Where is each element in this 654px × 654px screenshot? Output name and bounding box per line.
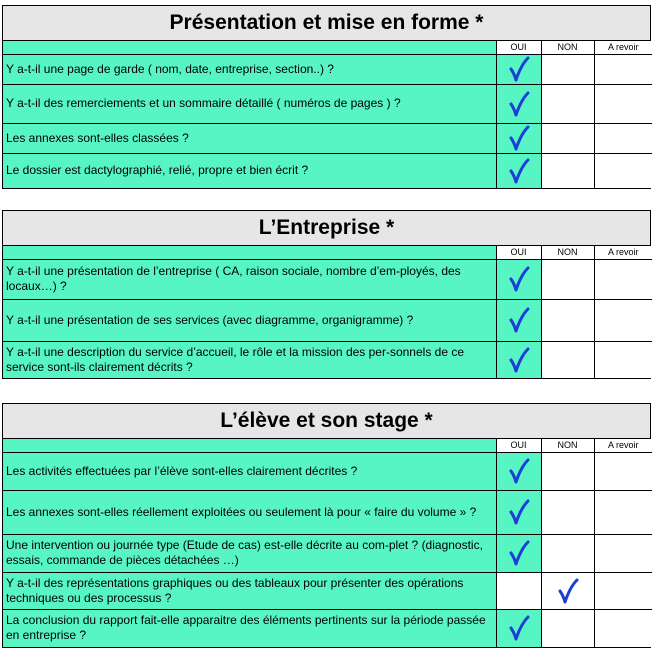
header-blank [3,41,496,54]
question-text: Y a-t-il des représentations graphiques ou des tableaux pour présenter des opérations techniques ou des processus ? [3,572,496,609]
cell-oui[interactable] [496,534,541,572]
checkmark-icon [508,615,530,641]
section-title: L’élève et son stage * [3,404,650,439]
question-text: Y a-t-il une page de garde ( nom, date, entreprise, section..) ? [3,54,496,84]
checkmark-icon [508,56,530,82]
cell-revoir[interactable] [594,341,652,378]
cell-revoir[interactable] [594,259,652,299]
cell-non[interactable] [541,54,594,84]
cell-revoir[interactable] [594,609,652,647]
cell-oui[interactable] [496,490,541,534]
section-presentation [2,5,651,189]
question-text: Une intervention ou journée type (Etude de cas) est-elle décrite au com-plet ? (diagnostic, essais, commande de pièces détachées …) [3,534,496,572]
table-row [3,341,652,378]
col-oui: OUI [496,439,541,452]
cell-non[interactable] [541,299,594,341]
question-text: Y a-t-il des remerciements et un sommaire détaillé ( numéros de pages ) ? [3,84,496,123]
col-revoir: A revoir [594,41,652,54]
cell-revoir[interactable] [594,54,652,84]
table-row [3,452,652,490]
cell-non[interactable] [541,153,594,188]
cell-revoir[interactable] [594,84,652,123]
checkmark-icon [508,158,530,184]
checkmark-icon [557,578,579,604]
column-header-row [3,439,652,452]
header-blank [3,246,496,259]
col-oui: OUI [496,246,541,259]
section-title: Présentation et mise en forme * [3,6,650,41]
question-text: Y a-t-il une présentation de ses services (avec diagramme, organigramme) ? [3,299,496,341]
checkmark-icon [508,499,530,525]
cell-non[interactable] [541,572,594,609]
col-revoir: A revoir [594,246,652,259]
table-row [3,490,652,534]
question-text: Le dossier est dactylographié, relié, propre et bien écrit ? [3,153,496,188]
cell-non[interactable] [541,123,594,153]
checklist-table [3,41,652,188]
checkmark-icon [508,458,530,484]
cell-revoir[interactable] [594,153,652,188]
col-revoir: A revoir [594,439,652,452]
checklist-table [3,439,652,647]
cell-revoir[interactable] [594,123,652,153]
checkmark-icon [508,307,530,333]
cell-oui[interactable] [496,341,541,378]
col-oui: OUI [496,41,541,54]
table-row [3,123,652,153]
question-text: Les annexes sont-elles classées ? [3,123,496,153]
section-title: L’Entreprise * [3,211,650,246]
cell-non[interactable] [541,84,594,123]
cell-revoir[interactable] [594,299,652,341]
cell-revoir[interactable] [594,490,652,534]
cell-oui[interactable] [496,259,541,299]
cell-oui[interactable] [496,153,541,188]
question-text: Y a-t-il une présentation de l’entreprise ( CA, raison sociale, nombre d’em-ployés, des locaux…) ? [3,259,496,299]
table-row [3,534,652,572]
cell-non[interactable] [541,534,594,572]
col-non: NON [541,41,594,54]
table-row [3,572,652,609]
column-header-row [3,41,652,54]
table-row [3,299,652,341]
section-entreprise [2,210,651,379]
cell-oui[interactable] [496,609,541,647]
cell-non[interactable] [541,259,594,299]
table-row [3,84,652,123]
cell-non[interactable] [541,341,594,378]
question-text: La conclusion du rapport fait-elle apparaitre des éléments pertinents sur la période passée en entreprise ? [3,609,496,647]
checkmark-icon [508,347,530,373]
col-non: NON [541,246,594,259]
cell-revoir[interactable] [594,572,652,609]
cell-revoir[interactable] [594,452,652,490]
cell-oui[interactable] [496,299,541,341]
col-non: NON [541,439,594,452]
checklist-table [3,246,652,378]
cell-revoir[interactable] [594,534,652,572]
checkmark-icon [508,540,530,566]
cell-non[interactable] [541,490,594,534]
table-row [3,54,652,84]
section-eleve-stage [2,403,651,648]
question-text: Y a-t-il une description du service d’accueil, le rôle et la mission des per-sonnels de ce service sont-ils clairement décrits ? [3,341,496,378]
cell-oui[interactable] [496,452,541,490]
header-blank [3,439,496,452]
question-text: Les annexes sont-elles réellement exploitées ou seulement là pour « faire du volume » ? [3,490,496,534]
checkmark-icon [508,266,530,292]
table-row [3,609,652,647]
table-row [3,259,652,299]
cell-oui[interactable] [496,123,541,153]
cell-oui[interactable] [496,572,541,609]
cell-oui[interactable] [496,84,541,123]
checkmark-icon [508,91,530,117]
table-row [3,153,652,188]
column-header-row [3,246,652,259]
question-text: Les activités effectuées par l’élève sont-elles clairement décrites ? [3,452,496,490]
cell-oui[interactable] [496,54,541,84]
cell-non[interactable] [541,452,594,490]
checkmark-icon [508,125,530,151]
cell-non[interactable] [541,609,594,647]
